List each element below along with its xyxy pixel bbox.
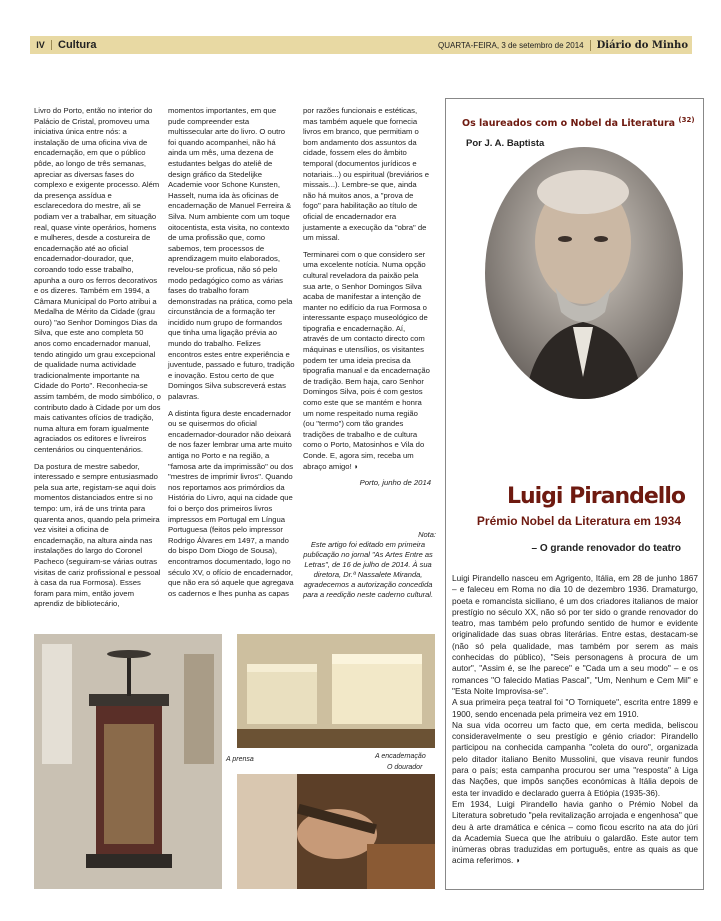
gilder-photo (237, 774, 435, 889)
press-photo (34, 634, 222, 889)
article-column-1 (34, 106, 161, 626)
caption-press: A prensa (226, 756, 254, 763)
series-title-text: Os laureados com o Nobel da Literatura (462, 118, 676, 130)
portrait-photo (485, 147, 683, 399)
bio-paragraph: Na sua vida ocorreu um facto que, em certa medida, beliscou consideravelmente o seu prestígio e génio criador: Pirandello participou na conhecida campanha "coleta do ouro", organizada pelo ditador italiano Benito Mussolini, que visava reunir fundos para o país; esta campanha procurou ser uma "resposta" à Liga das Nações, que impôs sanções económicas à Itália depois de esta ter invadido e declarado guerra à Etiópia (1935-36). (452, 719, 698, 798)
note-title: Nota: (418, 530, 436, 539)
bio-paragraph: A sua primeira peça teatral foi "O Torniquete", escrita entre 1899 e 1900, sendo encenada pela primeira vez em 1910. (452, 697, 698, 719)
newspaper-brand: Diário do Minho (590, 40, 692, 51)
sidebar-author: Por J. A. Baptista (466, 138, 545, 149)
prize-line: Prémio Nobel da Literatura em 1934 (476, 514, 681, 528)
col2-paragraph: momentos importantes, em que pude compreender esta multissecular arte do livro. O outro foi quando acompanhei, não há ainda um mês, uma dezena de estudantes belgas do ateliê de design gráfico da Stedelijke Academie voor Schone Kunsten, Hasselt, numa ida às oficinas de encadernação de Manuel Ferreira & Silva. Num ambiente com um toque oitocentista, esta visita, no contexto de uma profissão que, como sabemos, tem processos de aprendizagem muito elaborados, revelou-se proficua, não só pelo modo pedagógico como as várias fases do trabalho foram demonstradas na prática, como pela circunstância de a formação ter incidido num grupo de formandos que tinha uma ligação prévia ao mundo do trabalho. Felizes encontros estes entre experiência e juventude, passado e futuro, tradição e inovação. Estou certo de que Domingos Silva subscreverá estas palavras. (168, 106, 295, 402)
note-text: Este artigo foi editado em primeira publicação no jornal "As Artes Entre as Letras", de 16 de julho de 2014. À sua diretora, Dr.ª Nassalete Miranda, agradecemos a autorização concedida para a reedição neste caderno cultural. (302, 540, 434, 599)
laureate-name: Luigi Pirandello (506, 484, 685, 509)
article-column-2 (168, 106, 295, 626)
col3-paragraph: Terminarei com o que considero ser uma excelente notícia. Numa opção cultural reveladora da paixão pela sua arte, o Senhor Domingos Silva acaba de manifestar a intenção de manter no edifício da rua Formosa o interessante espaço museológico de tipografia e encadernação. Aí, através de um contacto directo com máquinas e utensílios, os visitantes podem ter uma ideia precisa da tipografia manual e da encadernação de tradição. Bem haja, caro Senhor Domingos Silva, pois é com gestos como este que se mantém e honra um nome respeitado numa região (ou "termo") com tão grandes tradições de trabalho e de cultura como o Porto, Matosinhos e Vila do Conde. E, agora sim, receba um abraço amigo! ◗ (303, 249, 430, 471)
caption-binding: A encadernação (375, 753, 426, 760)
col1-paragraph: Livro do Porto, então no interior do Palácio de Cristal, promoveu uma iniciativa única entre nós: a instalação de uma oficina viva de encadernação, em que o público pôde, ao longo de três semanas, apreciar as diversas fases do complexo e exigente processo. Além da presença assídua e esclarecedora do mestre, ali se podiam ver a trabalhar, em situação real, quase vinte operários, homens e mulheres, desde a costureira de encadernação até ao oficial encadernador-dourador, que, coroando todo esse trabalho, apunha a ouro os ferros decorativos e os dizeres. Também em 1994, a Câmara Municipal do Porto atribui a Medalha de Mérito da Cidade (grau ouro) "ao Senhor Domingos Dias da Silva, que este ano completa 50 anos como encadernador manual, tendo atingido um grau excepcional de qualidade numa actividade tradicionalmente importante na Cidade do Porto". Reconhecia-se assim também, de modo simbólico, o contributo dado à Cidade por um dos mais cativantes ofícios de tradição, numa altura em foram igualmente agraciados os editores e livreiros centenários ou cinquentenários. (34, 106, 161, 454)
editor-note (300, 530, 436, 600)
issue-date: QUARTA-FEIRA, 3 de setembro de 2014 (438, 40, 584, 50)
article-signature: Porto, junho de 2014 (359, 478, 431, 488)
page-header (30, 36, 692, 54)
series-number: (32) (678, 116, 695, 124)
page-number: IV (30, 40, 52, 50)
col2-paragraph: A distinta figura deste encadernador ou se quisermos do oficial encadernador-dourador não deixará de nos fazer lembrar uma arte muito antiga no Porto e na região, a "famosa arte da imprimissão" ou dos "mestres de imprimir livros". Quando nos reportamos aos primórdios da História do Livro, aqui na cidade que foi o berço dos primeiros livros impressos em Portugal em Língua Portuguesa (feitos pelo impressor Rodrigo Álvares em 1497, a mando do bispo Dom Diogo de Sousa), encontramos documentado, logo no século XV, o ofício de encadernador, que não era só aquele que agregava os cadernos e lhes punha as capas (168, 408, 294, 598)
bio-paragraph: Em 1934, Luigi Pirandello havia ganho o Prémio Nobel da Literatura sobretudo "pela revitalização arrojada e engenhosa" que deu à arte dramática e cénica – como ficou escrito na ata do júri da Academia Sueca que lhe atribuiu o galardão. Este autor tem inúmeras obras traduzidas em português, entre as quais as que acima referimos. ◗ (452, 798, 698, 866)
article-column-3 (303, 106, 431, 516)
bio-paragraph: Luigi Pirandello nasceu em Agrigento, Itália, em 28 de junho 1867 – e faleceu em Roma no dia 10 de dezembro 1936. Dramaturgo, poeta e romancista siciliano, é um dos criadores italianos de maior prestígio no século XX, não só por ter sido o grande renovador do teatro, mas também pelo profundo sentido de humor e evidente originalidade das suas obras literárias. Entre estas, destacam-se (não só pela qualidade, mas também por serem as mais conhecidas do público), "Seis personagens à procura de um autor", "Assim é, se lhe parece" e "Cada um a seu modo" – e os romances "O falecido Matias Pascal", "Um, Nenhum e Cem Mil" e "Esta Noite Improvisa-se". (452, 573, 698, 696)
section-name: Cultura (58, 39, 97, 51)
col3-paragraph: por razões funcionais e estéticas, mas também aquele que fornecia livros em branco, que permitiam o bom andamento dos assuntos da cidade, fossem eles do âmbito temporal (documentos jurídicos e notariais...) ou espiritual (breviários e missais...). Lembre-se que, ainda não há muitos anos, a "prova de fogo" para habilitação ao título de oficial de encadernador era justamente a execução da "obra" de um missal. (303, 106, 430, 243)
binding-photo (237, 634, 435, 748)
laureate-biography (452, 573, 698, 867)
portrait-illustration (485, 147, 683, 399)
press-illustration (34, 634, 222, 889)
laureate-subtitle: – O grande renovador do teatro (531, 543, 681, 554)
series-title (462, 116, 695, 129)
gilder-illustration (237, 774, 435, 889)
binding-illustration (237, 634, 435, 748)
caption-gilder: O dourador (387, 764, 423, 771)
col1-paragraph: Da postura de mestre sabedor, interessado e sempre entusiasmado pela sua arte, registam-se aqui dois momentos distanciados entre si no tempo: um, irá de uns trinta para quarenta anos, quando pela primeira vez visitei a oficina de encadernação, na altura ainda nas instalações do largo do Coronel Pacheco (seguiram-se várias outras visitas de cariz profissional e pessoal à casa da rua Formosa). Esses foram para mim, então jovem aprendiz de bibliotecário, (34, 461, 161, 609)
